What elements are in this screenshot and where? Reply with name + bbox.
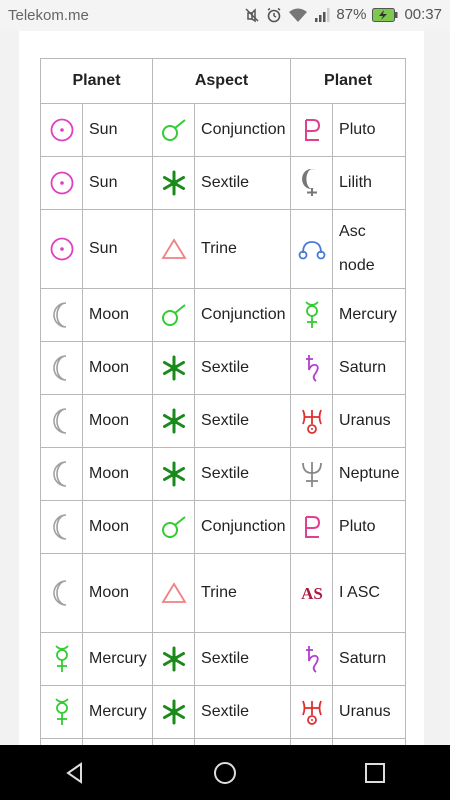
moon-icon [41,395,83,448]
signal-icon [314,7,330,23]
sextile-icon [153,395,195,448]
conjunction-icon [153,501,195,554]
sun-icon [41,157,83,210]
cell-label: Sun [83,104,153,157]
cell-label: Moon [83,554,153,633]
trine-icon [153,210,195,289]
cell-label: Pluto [333,501,406,554]
recents-icon [364,762,386,784]
table-row [41,501,406,554]
carrier-name: Telekom.me [8,7,89,24]
cell-label: Conjunction [195,289,291,342]
back-icon [63,761,87,785]
sextile-icon [153,157,195,210]
mercury-icon [291,289,333,342]
table-row [41,157,406,210]
table-header-row [41,59,406,104]
home-icon [213,761,237,785]
alarm-icon [266,7,282,23]
cell-label: Sextile [195,395,291,448]
mercury-icon [41,686,83,739]
table-row [41,395,406,448]
header-planet-2: Planet [291,59,406,104]
sextile-icon [153,342,195,395]
clock-time: 00:37 [404,6,442,23]
cell-label: Saturn [333,633,406,686]
aspects-card [19,31,424,745]
cell-label: Neptune [333,448,406,501]
cell-label: Uranus [333,395,406,448]
cell-label: Trine [195,210,291,289]
moon-icon [41,554,83,633]
status-icons [244,6,442,23]
cell-label: Sextile [195,157,291,210]
cell-label: Mercury [333,289,406,342]
mercury-icon [41,633,83,686]
cell-label: Moon [83,342,153,395]
table-row [41,104,406,157]
table-row [41,633,406,686]
neptune-icon [291,448,333,501]
header-planet-1: Planet [41,59,153,104]
saturn-icon [291,633,333,686]
cell-label: Trine [195,554,291,633]
wifi-icon [288,7,308,23]
table-row [41,342,406,395]
battery-percent: 87% [336,6,367,23]
cell-label: Pluto [333,104,406,157]
content-area[interactable] [0,31,450,745]
navigation-bar [0,745,450,800]
recents-button[interactable] [345,753,405,793]
cell-label: Sun [83,157,153,210]
cell-label: Moon [83,501,153,554]
cell-label: Sextile [195,342,291,395]
table-row [41,289,406,342]
cell-label: Sextile [195,633,291,686]
saturn-icon [291,342,333,395]
header-aspect: Aspect [153,59,291,104]
cell-label: Conjunction [195,501,291,554]
mute-icon [244,7,260,23]
sun-icon [41,104,83,157]
moon-icon [41,448,83,501]
back-button[interactable] [45,753,105,793]
moon-icon [41,342,83,395]
battery-charging-icon [372,8,398,22]
cell-label: Sextile [195,448,291,501]
cell-label: Mercury [83,633,153,686]
cell-label: Sun [83,210,153,289]
pluto-icon [291,501,333,554]
aspects-table [40,58,406,792]
conjunction-icon [153,289,195,342]
conjunction-icon [153,104,195,157]
cell-label: Asc node [333,210,406,289]
cell-label: I ASC [333,554,406,633]
sextile-icon [153,448,195,501]
cell-label: Lilith [333,157,406,210]
pluto-icon [291,104,333,157]
table-row [41,686,406,739]
table-row [41,554,406,633]
uranus-icon [291,686,333,739]
cell-label: Moon [83,448,153,501]
asc-icon [291,554,333,633]
table-row [41,210,406,289]
sun-icon [41,210,83,289]
cell-label: Moon [83,289,153,342]
trine-icon [153,554,195,633]
table-row [41,448,406,501]
cell-label: Saturn [333,342,406,395]
sextile-icon [153,686,195,739]
cell-label: Mercury [83,686,153,739]
asc-node-icon [291,210,333,289]
home-button[interactable] [195,753,255,793]
uranus-icon [291,395,333,448]
status-bar [0,0,450,31]
cell-label: Sextile [195,686,291,739]
moon-icon [41,289,83,342]
cell-label: Conjunction [195,104,291,157]
cell-label: Moon [83,395,153,448]
lilith-icon [291,157,333,210]
cell-label: Uranus [333,686,406,739]
sextile-icon [153,633,195,686]
svg-text:AS: AS [300,584,323,603]
moon-icon [41,501,83,554]
